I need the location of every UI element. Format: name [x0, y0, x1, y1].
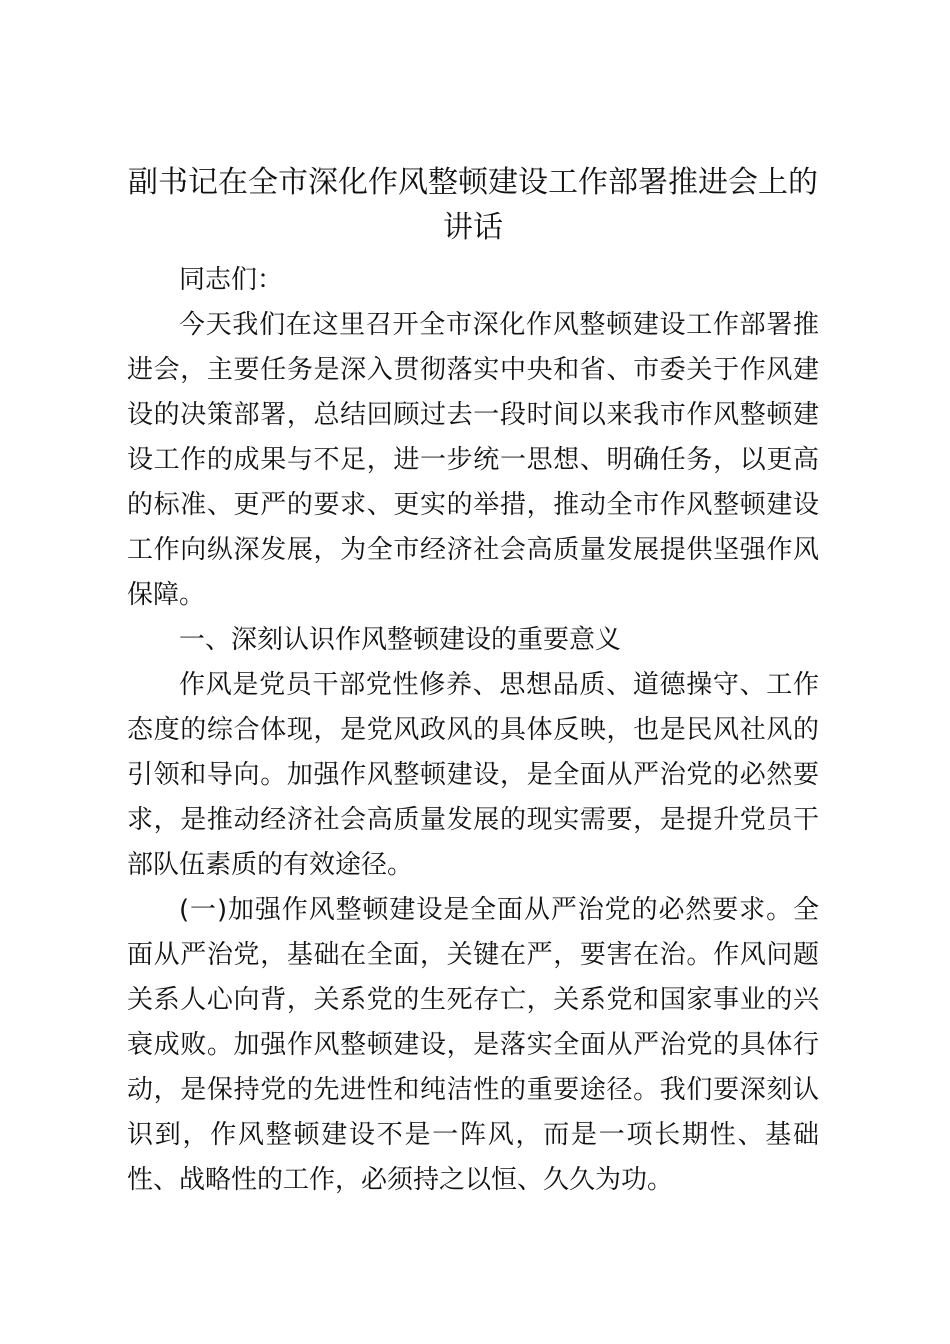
paragraph-significance: 作风是党员干部党性修养、思想品质、道德操守、工作态度的综合体现，是党风政风的具体反映，也是民风社风的引领和导向。加强作风整顿建设，是全面从严治党的必然要求，是推动经济社会高质量发展的现实需要，是提升党员干部队伍素质的有效途径。 — [127, 670, 819, 880]
document-page — [127, 160, 819, 1203]
paragraph-intro: 今天我们在这里召开全市深化作风整顿建设工作部署推进会，主要任务是深入贯彻落实中央和省、市委关于作风建设的决策部署，总结回顾过去一段时间以来我市作风整顿建设工作的成果与不足，进一步统一思想、明确任务，以更高的标准、更严的要求、更实的举措，推动全市作风整顿建设工作向纵深发展，为全市经济社会高质量发展提供坚强作风保障。 — [127, 310, 819, 610]
paragraph-subsection-1: (一)加强作风整顿建设是全面从严治党的必然要求。全面从严治党，基础在全面，关键在严，要害在治。作风问题关系人心向背，关系党的生死存亡，关系党和国家事业的兴衰成败。加强作风整顿建设，是落实全面从严治党的具体行动，是保持党的先进性和纯洁性的重要途径。我们要深刻认识到，作风整顿建设不是一阵风，而是一项长期性、基础性、战略性的工作，必须持之以恒、久久为功。 — [127, 895, 819, 1195]
section-heading-1: 一、深刻认识作风整顿建设的重要意义 — [179, 625, 622, 655]
greeting: 同志们： — [179, 265, 284, 295]
document-title: 副书记在全市深化作风整顿建设工作部署推进会上的讲话 — [128, 165, 818, 245]
